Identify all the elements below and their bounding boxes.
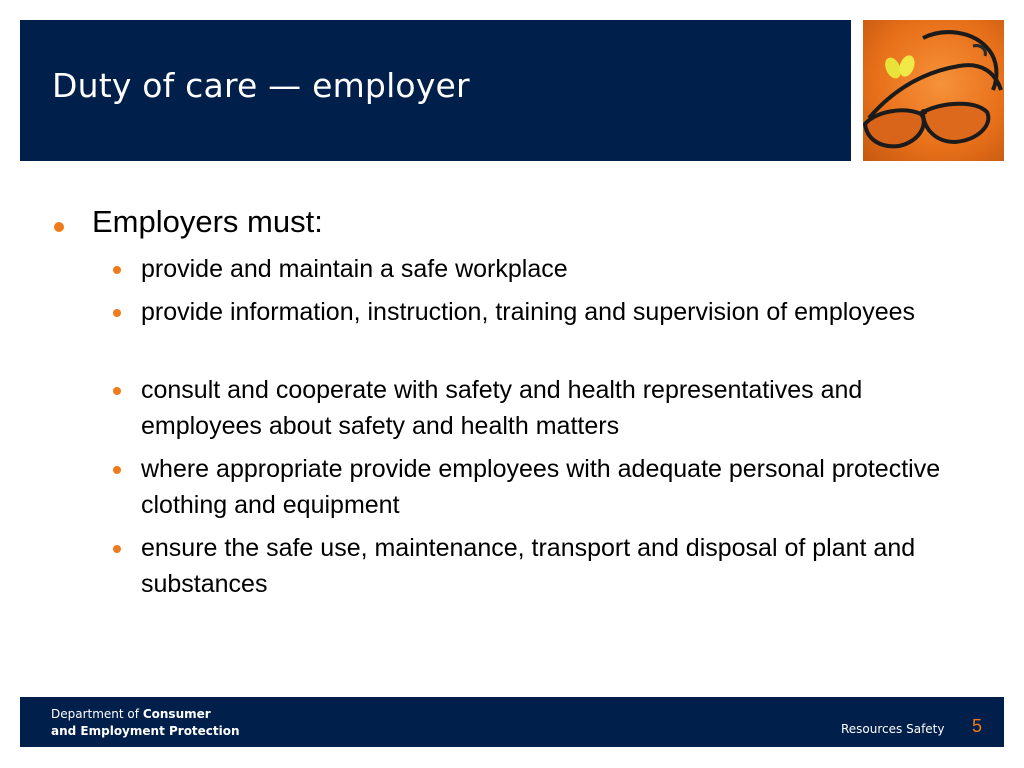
department-name bbox=[51, 706, 240, 740]
sub-bullet-5: ensure the safe use, maintenance, transport and disposal of plant and substances bbox=[141, 534, 916, 598]
title-banner bbox=[20, 20, 851, 161]
bullet-icon bbox=[54, 222, 64, 232]
dept-bold-2: and Employment Protection bbox=[51, 724, 240, 738]
bullet-icon bbox=[113, 266, 121, 274]
safety-glasses-icon bbox=[863, 20, 1004, 161]
page-number: 5 bbox=[972, 716, 983, 736]
sub-bullet-1: provide and maintain a safe workplace bbox=[141, 255, 568, 283]
dept-bold-1: Consumer bbox=[142, 707, 211, 721]
bullet-icon bbox=[113, 387, 121, 395]
bullet-icon bbox=[113, 466, 121, 474]
sub-bullet-2: provide information, instruction, training and supervision of employees bbox=[141, 298, 916, 326]
dept-prefix: Department of bbox=[51, 707, 139, 721]
sub-bullet-4: where appropriate provide employees with adequate personal protective clothing and equipment bbox=[141, 455, 941, 519]
slide-title: Duty of care — employer bbox=[52, 66, 470, 105]
sub-bullet-3: consult and cooperate with safety and health representatives and employees about safety and health matters bbox=[141, 376, 863, 440]
footer-bar bbox=[20, 697, 1004, 747]
bullet-icon bbox=[113, 309, 121, 317]
resources-safety-label: Resources Safety bbox=[841, 722, 945, 736]
main-bullet: Employers must: bbox=[92, 204, 323, 239]
bullet-icon bbox=[113, 545, 121, 553]
safety-gear-photo bbox=[863, 20, 1004, 161]
